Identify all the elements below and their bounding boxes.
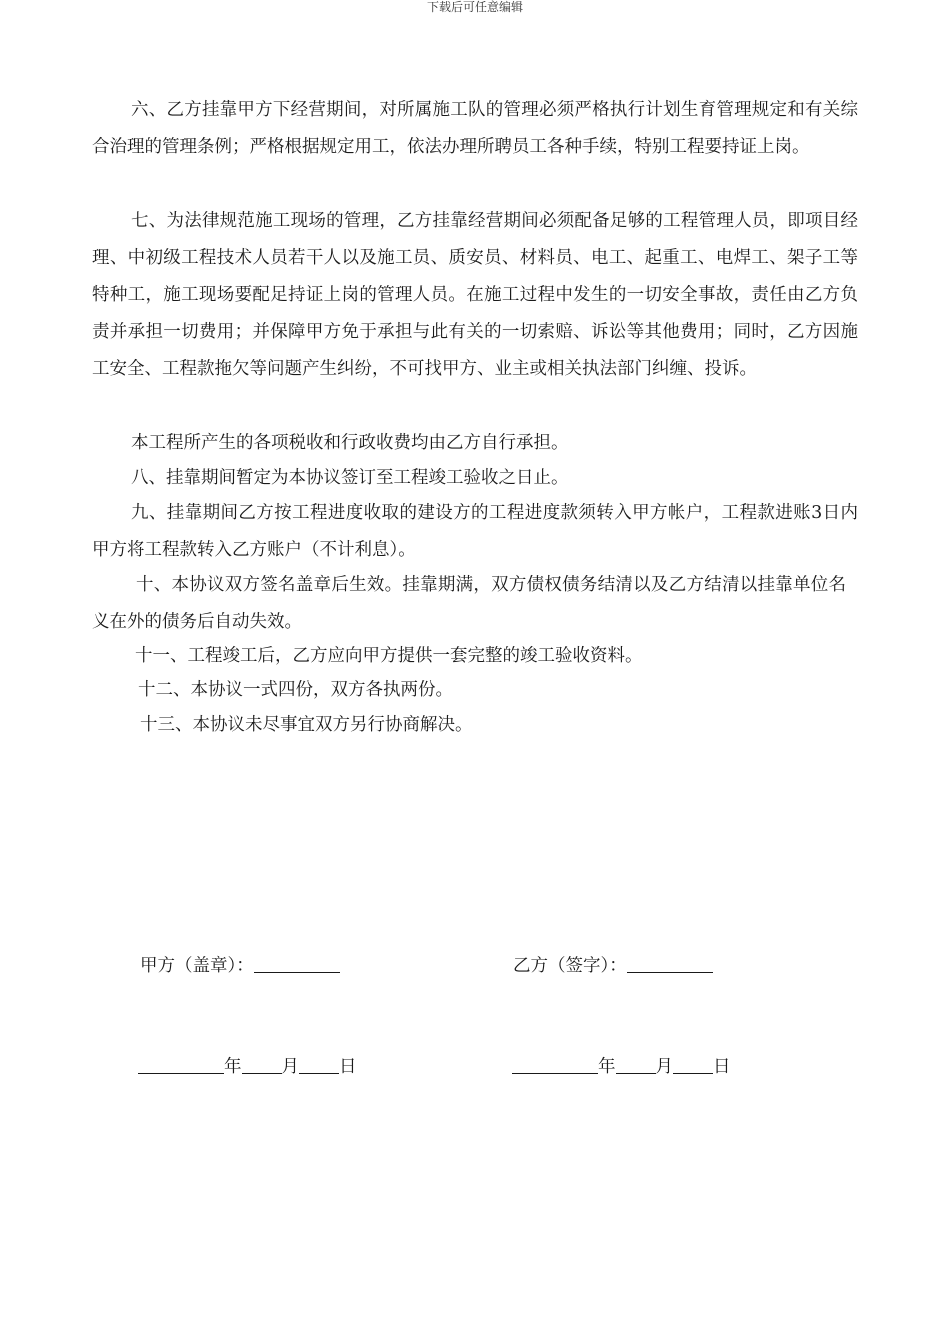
party-a-date <box>138 1055 357 1079</box>
year-label: 年 <box>224 1057 242 1077</box>
party-a-year-field[interactable] <box>138 1055 224 1074</box>
clause-8: 八、挂靠期间暂定为本协议签订至工程竣工验收之日止。 <box>131 468 569 488</box>
party-b-signature <box>513 954 713 978</box>
day-label: 日 <box>713 1057 731 1077</box>
clause-7: 七、为法律规范施工现场的管理，乙方挂靠经营期间必须配备足够的工程管理人员，即项目经理、中初级工程技术人员若干人以及施工员、质安员、材料员、电工、起重工、电焊工、架子工等特种工，施工现场要配足持证上岗的管理人员。在施工过程中发生的一切安全事故，责任由乙方负责并承担一切费用；并保障甲方免于承担与此有关的一切索赔、诉讼等其他费用；同时，乙方因施工安全、工程款拖欠等问题产生纠纷，不可找甲方、业主或相关执法部门纠缠、投诉。 <box>92 211 858 379</box>
clause-11: 十一、工程竣工后，乙方应向甲方提供一套完整的竣工验收资料。 <box>135 646 643 666</box>
month-label: 月 <box>655 1057 673 1077</box>
party-a-day-field[interactable] <box>299 1055 339 1074</box>
party-b-month-field[interactable] <box>616 1055 656 1074</box>
page-header: 下载后可任意编辑 <box>426 0 523 14</box>
day-label: 日 <box>339 1057 357 1077</box>
clause-6: 六、乙方挂靠甲方下经营期间，对所属施工队的管理必须严格执行计划生育管理规定和有关综合治理的管理条例；严格根据规定用工，依法办理所聘员工各种手续，特别工程要持证上岗。 <box>92 100 858 157</box>
clause-13: 十三、本协议未尽事宜双方另行协商解决。 <box>140 715 473 735</box>
party-b-date <box>512 1055 731 1079</box>
party-b-sign-field[interactable] <box>627 954 713 973</box>
month-label: 月 <box>281 1057 299 1077</box>
party-a-month-field[interactable] <box>242 1055 282 1074</box>
party-a-signature <box>140 954 340 978</box>
clause-12: 十二、本协议一式四份，双方各执两份。 <box>138 680 453 700</box>
clause-9: 九、挂靠期间乙方按工程进度收取的建设方的工程进度款须转入甲方帐户，工程款进账3日内甲方将工程款转入乙方账户（不计利息）。 <box>92 503 858 560</box>
party-b-year-field[interactable] <box>512 1055 598 1074</box>
party-b-day-field[interactable] <box>673 1055 713 1074</box>
party-a-seal-field[interactable] <box>254 954 340 973</box>
clause-tax: 本工程所产生的各项税收和行政收费均由乙方自行承担。 <box>131 433 569 453</box>
party-b-label: 乙方（签字）： <box>513 956 627 976</box>
clause-10: 十、本协议双方签名盖章后生效。挂靠期满，双方债权债务结清以及乙方结清以挂靠单位名义在外的债务后自动失效。 <box>92 575 846 632</box>
year-label: 年 <box>598 1057 616 1077</box>
party-a-label: 甲方（盖章）： <box>140 956 254 976</box>
